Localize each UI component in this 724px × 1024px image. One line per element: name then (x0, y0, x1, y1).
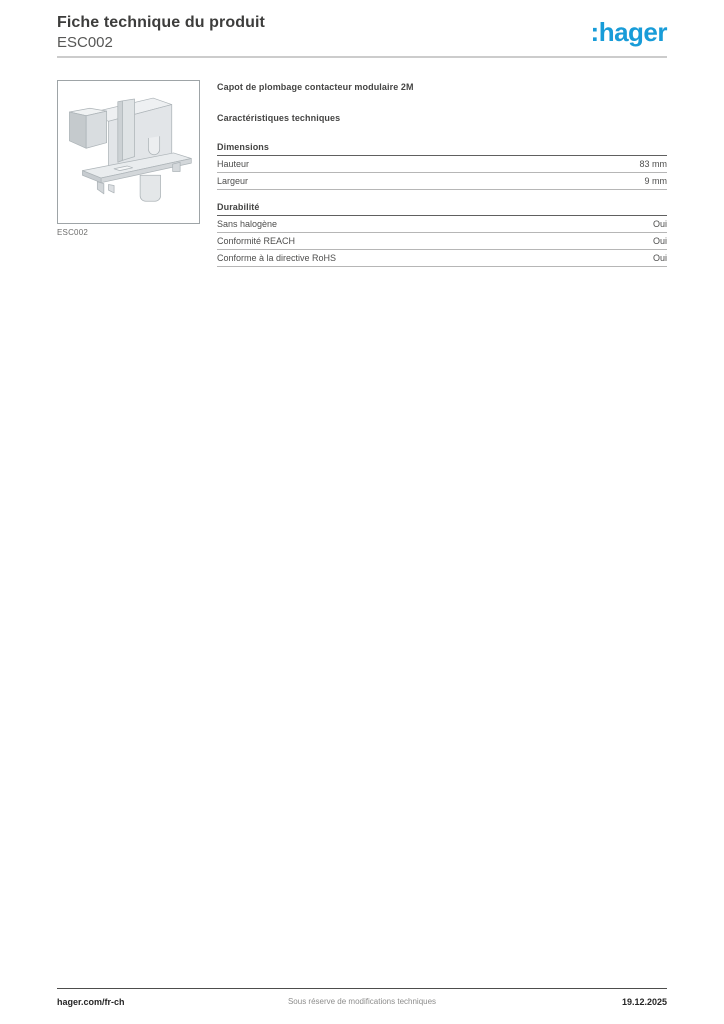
footer-date: 19.12.2025 (621, 997, 667, 1007)
spec-label: Hauteur (217, 159, 250, 169)
product-photo-icon (62, 85, 195, 219)
spec-sections (217, 142, 667, 267)
product-image-caption: ESC002 (57, 228, 88, 237)
hager-logo (591, 19, 667, 45)
spec-section-title: Dimensions (217, 142, 667, 156)
spec-row (217, 250, 667, 267)
characteristics-heading: Caractéristiques techniques (217, 113, 341, 123)
product-reference: ESC002 (57, 34, 113, 51)
datasheet-page (57, 0, 667, 1024)
main-content (57, 80, 667, 267)
spec-value: Oui (652, 253, 667, 263)
spec-label: Conformité REACH (217, 236, 296, 246)
spec-section (217, 202, 667, 267)
spec-label: Largeur (217, 176, 249, 186)
specs-column (217, 80, 667, 267)
header (57, 0, 667, 56)
footer-site-url: hager.com/fr-ch (57, 997, 125, 1007)
spec-value: 9 mm (644, 176, 667, 186)
footer (57, 988, 667, 1007)
header-divider (57, 56, 667, 58)
spec-value: Oui (652, 236, 667, 246)
page-title: Fiche technique du produit (57, 14, 265, 31)
hager-logo-text: :hager (590, 17, 667, 47)
product-image (57, 80, 200, 224)
spec-value: 83 mm (639, 159, 667, 169)
spec-label: Sans halogène (217, 219, 278, 229)
spec-section (217, 142, 667, 190)
footer-disclaimer: Sous réserve de modifications techniques (287, 997, 437, 1006)
spec-label: Conforme à la directive RoHS (217, 253, 337, 263)
spec-row (217, 233, 667, 250)
spec-row (217, 216, 667, 233)
spec-row (217, 173, 667, 190)
spec-section-title: Durabilité (217, 202, 667, 216)
spec-row (217, 156, 667, 173)
product-image-column (57, 80, 200, 267)
spec-value: Oui (652, 219, 667, 229)
product-name: Capot de plombage contacteur modulaire 2M (217, 82, 414, 92)
